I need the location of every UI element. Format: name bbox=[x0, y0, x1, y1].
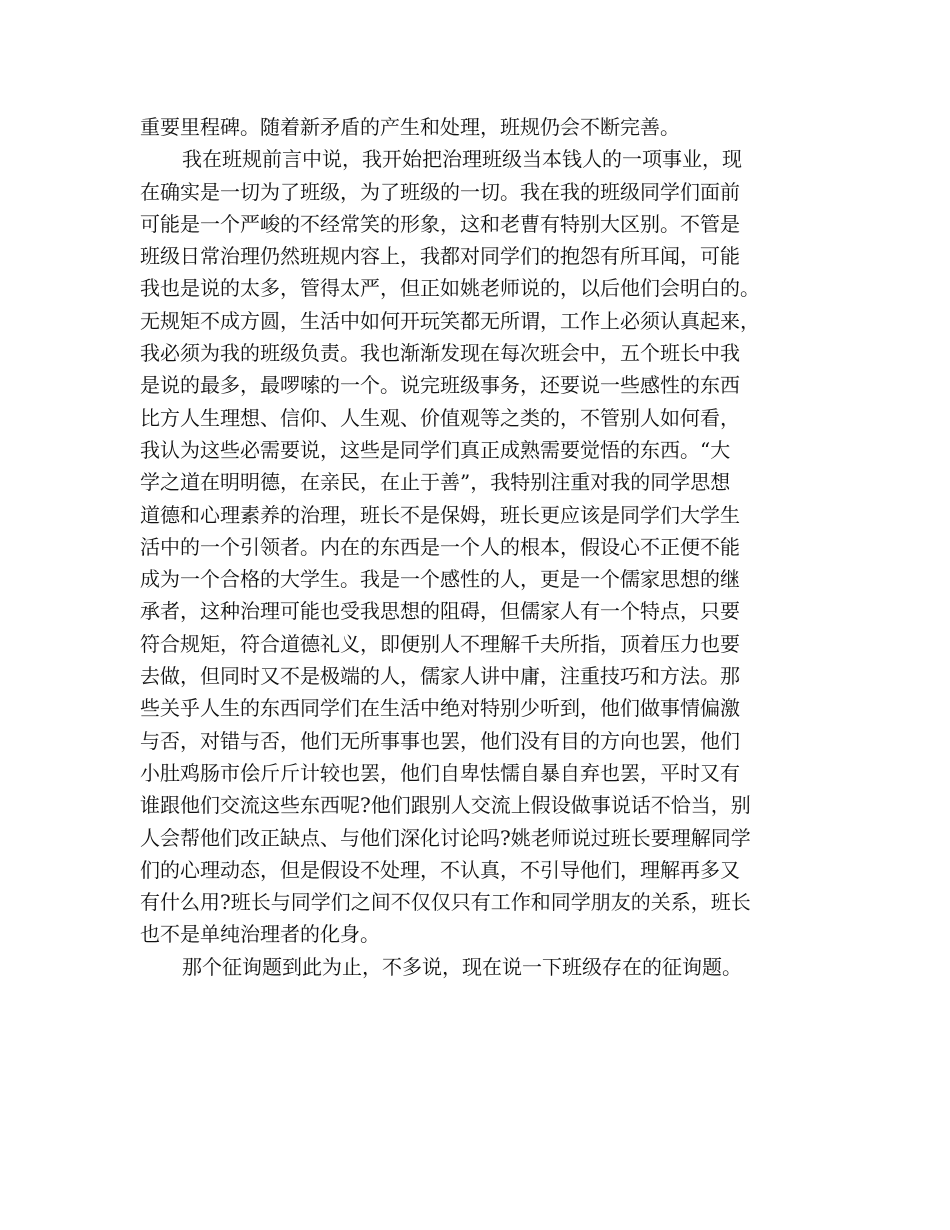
text-line: 也不是单纯治理者的化身。 bbox=[140, 922, 380, 947]
text-line: 学之道在明明德，在亲民，在止于善”，我特别注重对我的同学思想 bbox=[140, 470, 731, 495]
text-line: 我认为这些必需要说，这些是同学们真正成熟需要觉悟的东西。“大 bbox=[140, 437, 731, 462]
text-line: 成为一个合格的大学生。我是一个感性的人，更是一个儒家思想的继 bbox=[140, 567, 740, 592]
text-line: 可能是一个严峻的不经常笑的形象，这和老曹有特别大区别。不管是 bbox=[140, 211, 740, 236]
text-line: 比方人生理想、信仰、人生观、价值观等之类的，不管别人如何看， bbox=[140, 405, 740, 430]
text-line: 活中的一个引领者。内在的东西是一个人的根本，假设心不正便不能 bbox=[140, 534, 740, 559]
text-line: 在确实是一切为了班级，为了班级的一切。我在我的班级同学们面前 bbox=[140, 179, 740, 204]
text-line: 些关乎人生的东西同学们在生活中绝对特别少听到，他们做事情偏激 bbox=[140, 696, 740, 721]
text-line: 与否，对错与否，他们无所事事也罢，他们没有目的方向也罢，他们 bbox=[140, 728, 740, 753]
text-line: 小肚鸡肠市侩斤斤计较也罢，他们自卑怯懦自暴自弃也罢，平时又有 bbox=[140, 760, 740, 785]
text-line: 是说的最多，最啰嗦的一个。说完班级事务，还要说一些感性的东西 bbox=[140, 373, 740, 398]
text-line: 道德和心理素养的治理，班长不是保姆，班长更应该是同学们大学生 bbox=[140, 502, 740, 527]
paragraph-start-line: 那个征询题到此为止，不多说，现在说一下班级存在的征询题。 bbox=[182, 954, 742, 979]
text-line: 有什么用?班长与同学们之间不仅仅只有工作和同学朋友的关系，班长 bbox=[140, 890, 751, 915]
text-line: 重要里程碑。随着新矛盾的产生和处理，班规仍会不断完善。 bbox=[140, 115, 680, 139]
text-line: 们的心理动态，但是假设不处理，不认真，不引导他们，理解再多又 bbox=[140, 857, 740, 882]
body-text bbox=[140, 111, 830, 983]
text-line: 人会帮他们改正缺点、与他们深化讨论吗?姚老师说过班长要理解同学 bbox=[140, 825, 751, 850]
text-line: 谁跟他们交流这些东西呢?他们跟别人交流上假设做事说话不恰当，别 bbox=[140, 793, 751, 818]
text-line: 无规矩不成方圆，生活中如何开玩笑都无所谓，工作上必须认真起来， bbox=[140, 308, 760, 333]
text-line: 承者，这种治理可能也受我思想的阻碍，但儒家人有一个特点，只要 bbox=[140, 599, 740, 624]
text-line: 符合规矩，符合道德礼义，即便别人不理解千夫所指，顶着压力也要 bbox=[140, 631, 740, 656]
text-line: 班级日常治理仍然班规内容上，我都对同学们的抱怨有所耳闻，可能 bbox=[140, 244, 740, 269]
text-line: 去做，但同时又不是极端的人，儒家人讲中庸，注重技巧和方法。那 bbox=[140, 664, 740, 689]
text-line: 我必须为我的班级负责。我也渐渐发现在每次班会中，五个班长中我 bbox=[140, 341, 740, 366]
paragraph-start-line: 我在班规前言中说，我开始把治理班级当本钱人的一项事业，现 bbox=[182, 147, 742, 172]
text-line: 我也是说的太多，管得太严，但正如姚老师说的，以后他们会明白的。 bbox=[140, 276, 760, 301]
